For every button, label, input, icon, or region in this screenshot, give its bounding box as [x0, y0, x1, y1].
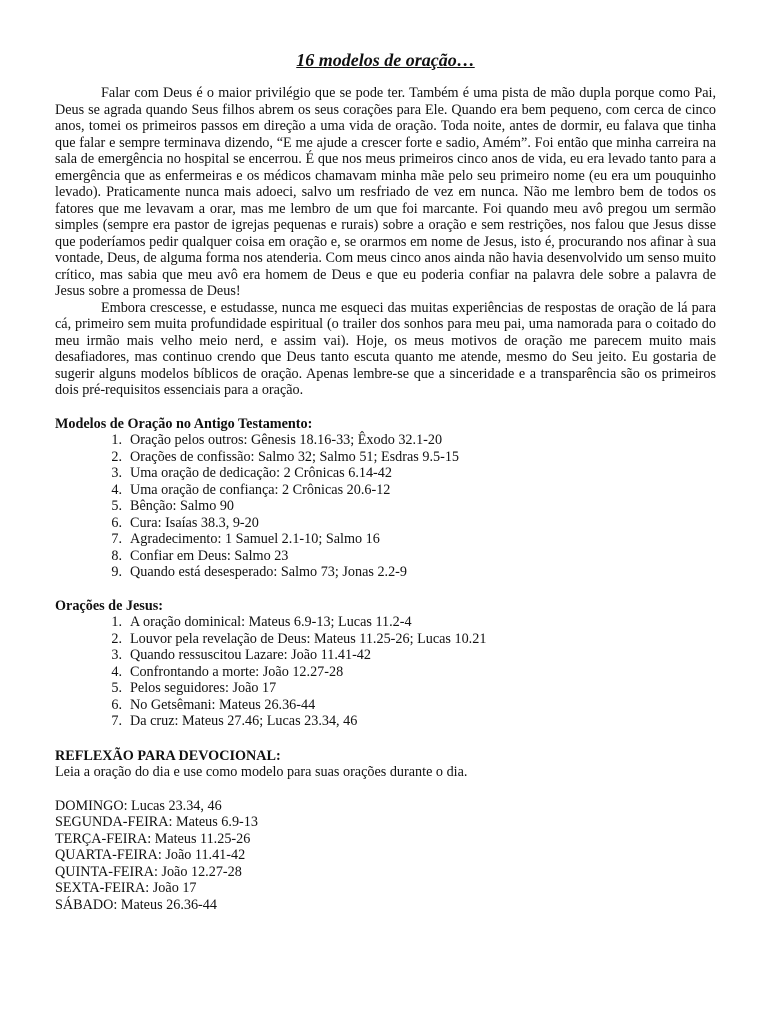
list-item-number: 2. [111, 630, 122, 647]
list-item-number: 4. [111, 663, 122, 680]
list-item [101, 449, 716, 466]
list-item-text: Oração pelos outros: Gênesis 18.16-33; Êxodo 32.1-20 [130, 432, 443, 448]
day-reading-tuesday: TERÇA-FEIRA: Mateus 11.25-26 [55, 830, 251, 847]
list-item-number: 2. [111, 448, 122, 465]
list-item-number: 5. [111, 680, 122, 696]
old-testament-list [55, 432, 716, 581]
list-item-number: 3. [111, 647, 122, 663]
list-item [101, 548, 716, 565]
day-reading-sunday: DOMINGO: Lucas 23.34, 46 [55, 797, 222, 814]
day-reading-friday: SEXTA-FEIRA: João 17 [55, 880, 197, 896]
list-item-number: 6. [111, 514, 122, 531]
list-item [101, 432, 716, 449]
day-reading-wednesday: QUARTA-FEIRA: João 11.41-42 [55, 847, 246, 863]
list-item [101, 515, 716, 532]
list-item-number: 8. [111, 547, 122, 564]
document-title: 16 modelos de oração… [296, 50, 475, 70]
list-item-text: Agradecimento: 1 Samuel 2.1-10; Salmo 16 [130, 531, 380, 547]
list-item [101, 498, 716, 515]
list-item-text: No Getsêmani: Mateus 26.36-44 [130, 696, 316, 713]
list-item [101, 465, 716, 482]
list-item [101, 631, 716, 648]
intro-paragraph-1: Falar com Deus é o maior privilégio que se pode ter. Também é uma pista de mão dupla porque como Pai, Deus se agrada quando Seus filhos abrem os seus corações para Ele. Quando era bem pequeno, com cerca de cinco anos, tomei os primeiros passos em direção a uma vida de oração. Toda noite, antes de dormir, eu falava que tinha que falar e sempre terminava dizendo, “E me ajude a crescer forte e sadio, Amém”. Foi então que minha carreira na sala de emergência no hospital se encerrou. É que nos meus primeiros cinco anos de vida, eu era levado tanto para a emergência que as enfermeiras e os médicos chamavam minha mãe pelo seu primeiro nome (eu era um pouquinho levado). Praticamente nunca mais adoeci, salvo um resfriado de vez em nunca. Não me lembro bem de todos os fatores que me levavam a orar, mas me lembro de um que foi marcante. Foi quando meu avô pregou um sermão simples (sempre era pastor de igrejas pequenas e rurais) sobre a oração e sem restrições, nos falou que Jesus disse que poderíamos pedir qualquer coisa em oração e, se orarmos em nome de Jesus, isto é, procurando nos afinar à sua vontade, Deus, de alguma forma nos atenderia. Com meus cinco anos ainda não havia desenvolvido um senso muito crítico, mas sabia que meu avô era homem de Deus e que eu poderia confiar na palavra dele sobre a palavra de Jesus sobre a promessa de Deus! [55, 85, 716, 299]
list-item-text: Cura: Isaías 38.3, 9-20 [130, 514, 259, 531]
list-item-number: 3. [111, 465, 122, 481]
list-item-text: Da cruz: Mateus 27.46; Lucas 23.34, 46 [130, 713, 358, 729]
list-item-number: 1. [111, 432, 122, 448]
old-testament-heading: Modelos de Oração no Antigo Testamento: [55, 415, 313, 432]
reflection-text: Leia a oração do dia e use como modelo para suas orações durante o dia. [55, 764, 468, 780]
list-item-text: Confrontando a morte: João 12.27-28 [130, 663, 344, 680]
list-item-text: A oração dominical: Mateus 6.9-13; Lucas 11.2-4 [130, 614, 412, 630]
list-item-text: Louvor pela revelação de Deus: Mateus 11.25-26; Lucas 10.21 [130, 630, 487, 647]
list-item-text: Quando ressuscitou Lazare: João 11.41-42 [130, 647, 371, 663]
list-item-number: 7. [111, 531, 122, 547]
list-item-text: Pelos seguidores: João 17 [130, 680, 277, 696]
list-item-text: Quando está desesperado: Salmo 73; Jonas 2.2-9 [130, 564, 407, 580]
list-item-number: 7. [111, 713, 122, 729]
list-item-number: 9. [111, 564, 122, 580]
intro-paragraph-2: Embora crescesse, e estudasse, nunca me esqueci das muitas experiências de respostas de oração de lá para cá, primeiro sem muita profundidade espiritual (o trailer dos sonhos para meu pai, uma namorada para o coitado do meu irmão mais velho meio nerd, e assim vai). Hoje, os meus motivos de oração me parecem muito mais desafiadores, mas continuo crendo que Deus tanto escuta quanto me atende, mesmo do Seu jeito. Eu gostaria de sugerir alguns modelos bíblicos de oração. Apenas lembre-se que a sinceridade e a transparência são os primeiros dois pré-requisitos essenciais para a oração. [55, 299, 716, 398]
list-item [101, 680, 716, 697]
jesus-prayers-list [55, 614, 716, 730]
list-item-text: Bênção: Salmo 90 [130, 498, 235, 514]
jesus-prayers-heading: Orações de Jesus: [55, 597, 163, 614]
list-item-number: 5. [111, 498, 122, 514]
day-reading-monday: SEGUNDA-FEIRA: Mateus 6.9-13 [55, 814, 258, 830]
list-item-text: Uma oração de dedicação: 2 Crônicas 6.14-42 [130, 465, 392, 481]
list-item-text: Confiar em Deus: Salmo 23 [130, 547, 289, 564]
list-item-text: Uma oração de confiança: 2 Crônicas 20.6-12 [130, 481, 391, 498]
list-item [101, 713, 716, 730]
list-item [101, 564, 716, 581]
reflection-heading: REFLEXÃO PARA DEVOCIONAL: [55, 747, 281, 764]
day-reading-saturday: SÁBADO: Mateus 26.36-44 [55, 896, 217, 913]
list-item-number: 1. [111, 614, 122, 630]
day-reading-thursday: QUINTA-FEIRA: João 12.27-28 [55, 863, 242, 880]
list-item [101, 482, 716, 499]
list-item-text: Orações de confissão: Salmo 32; Salmo 51; Esdras 9.5-15 [130, 448, 460, 465]
list-item [101, 647, 716, 664]
list-item [101, 531, 716, 548]
list-item-number: 4. [111, 481, 122, 498]
daily-readings [55, 798, 716, 914]
list-item [101, 664, 716, 681]
list-item-number: 6. [111, 696, 122, 713]
list-item [101, 697, 716, 714]
list-item [101, 614, 716, 631]
